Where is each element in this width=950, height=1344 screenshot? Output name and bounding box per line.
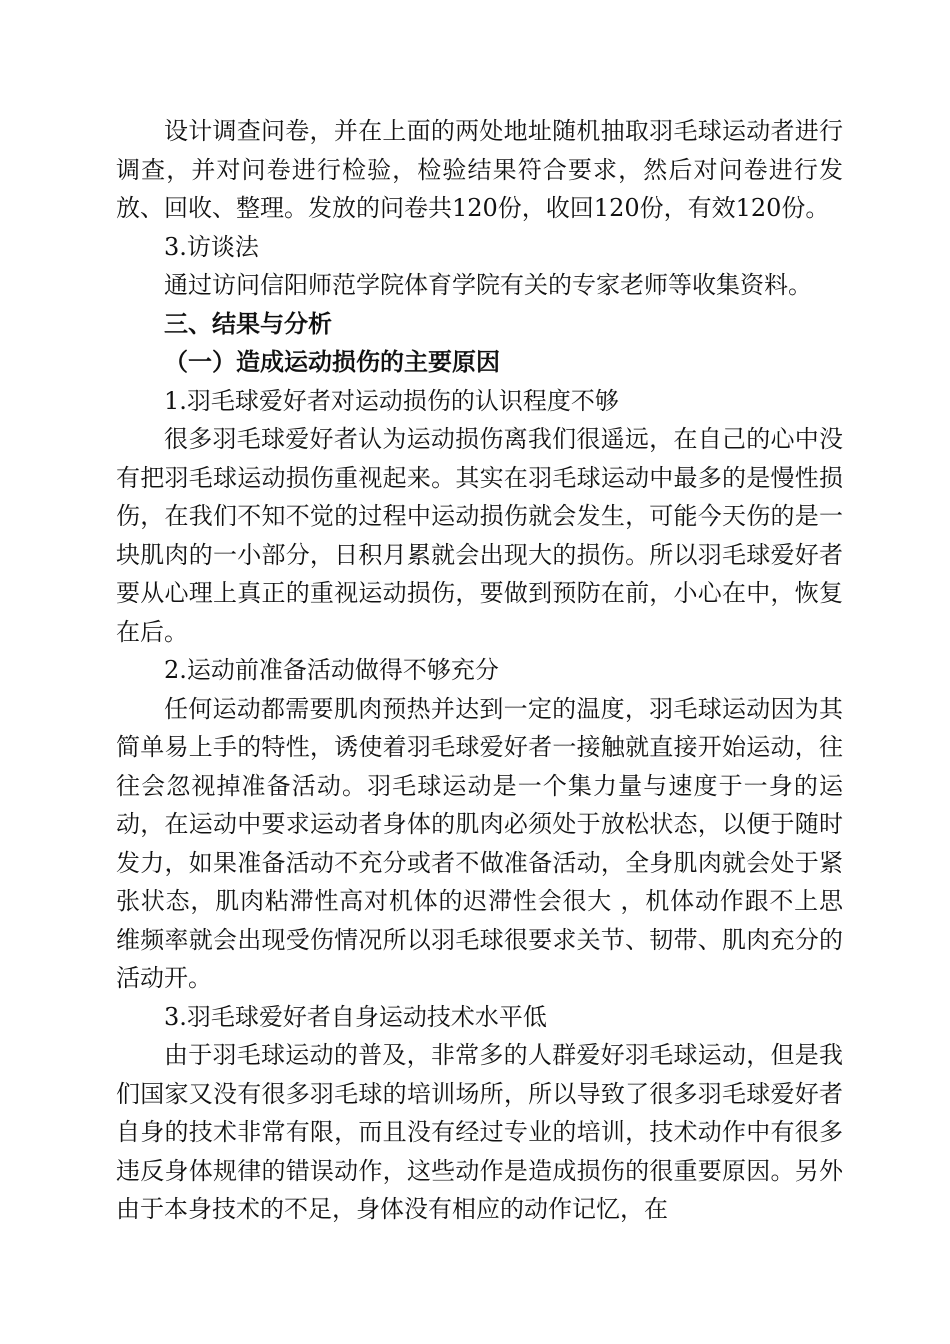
- section-heading-results: 三、结果与分析: [164, 308, 332, 338]
- subheading-warmup: 2.运动前准备活动做得不够充分: [164, 656, 499, 684]
- subheading-skill-level: 3.羽毛球爱好者自身运动技术水平低: [164, 1002, 547, 1031]
- paragraph-questionnaire: 设计调查问卷，并在上面的两处地址随机抽取羽毛球运动者进行调查，并对问卷进行检验，检验结果符合要求，然后对问卷进行发放、回收、整理。发放的问卷共120份，收回120份，有效120份。: [116, 117, 843, 222]
- subheading-interview-method: 3.访谈法: [164, 232, 259, 261]
- paragraph-awareness: 很多羽毛球爱好者认为运动损伤离我们很遥远，在自己的心中没有把羽毛球运动损伤重视起来。其实在羽毛球运动中最多的是慢性损伤，在我们不知不觉的过程中运动损伤就会发生，可能今天伤的是一块肌肉的一小部分，日积月累就会出现大的损伤。所以羽毛球爱好者要从心理上真正的重视运动损伤，要做到预防在前，小心在中，恢复在后。: [116, 425, 843, 646]
- subheading-awareness: 1.羽毛球爱好者对运动损伤的认识程度不够: [164, 386, 619, 415]
- paragraph-skill-level: 由于羽毛球运动的普及，非常多的人群爱好羽毛球运动，但是我们国家又没有很多羽毛球的培训场所，所以导致了很多羽毛球爱好者自身的技术非常有限，而且没有经过专业的培训，技术动作中有很多违反身体规律的错误动作，这些动作是造成损伤的很重要原因。另外由于本身技术的不足，身体没有相应的动作记忆，在: [116, 1041, 843, 1223]
- document-page: [116, 112, 843, 1229]
- paragraph-interview: 通过访问信阳师范学院体育学院有关的专家老师等收集资料。: [164, 271, 812, 299]
- paragraph-warmup: 任何运动都需要肌肉预热并达到一定的温度，羽毛球运动因为其简单易上手的特性，诱使着羽毛球爱好者一接触就直接开始运动，往往会忽视掉准备活动。羽毛球运动是一个集力量与速度于一身的运动，在运动中要求运动者身体的肌肉必须处于放松状态，以便于随时发力，如果准备活动不充分或者不做准备活动，全身肌肉就会处于紧张状态，肌肉粘滞性高对机体的迟滞性会很大 ，机体动作跟不上思维频率就会出现受伤情况所以羽毛球很要求关节、韧带、肌肉充分的活动开。: [116, 694, 843, 992]
- section-heading-causes: （一）造成运动损伤的主要原因: [164, 347, 500, 376]
